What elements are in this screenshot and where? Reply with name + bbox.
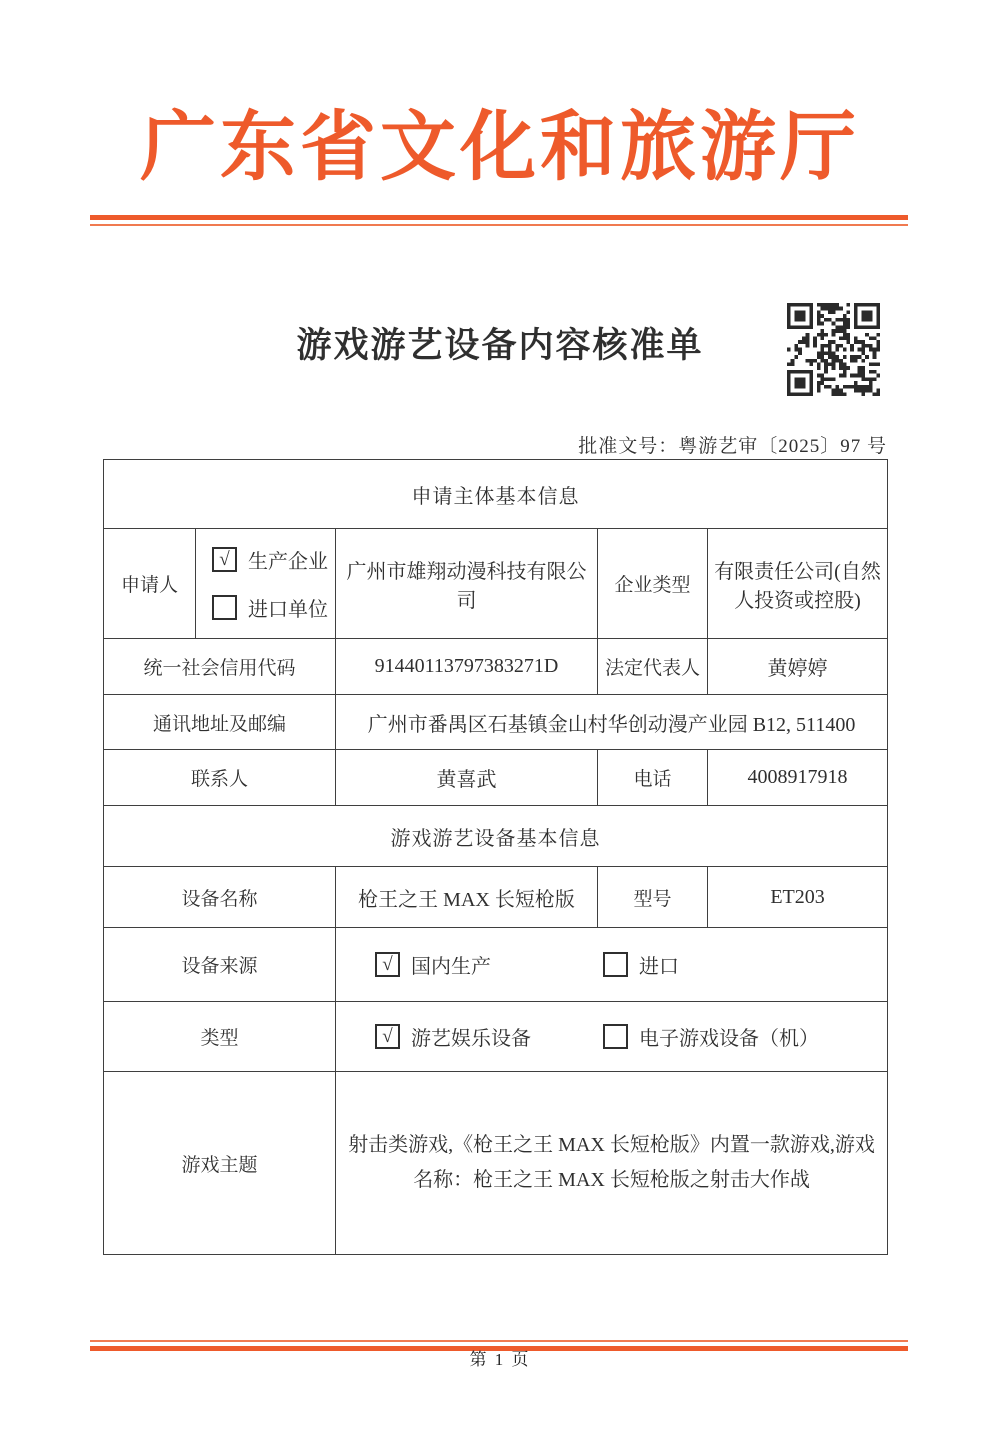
masthead-rule-thick <box>90 215 908 220</box>
applicant-name-value: 广州市雄翔动漫科技有限公司 <box>336 529 598 639</box>
document-title: 游戏游艺设备内容核准单 <box>296 326 704 365</box>
contact-value: 黄喜武 <box>336 750 598 806</box>
option-electronic-label: 电子游戏设备（机） <box>639 1028 819 1050</box>
address-value: 广州市番禺区石基镇金山村华创动漫产业园 B12, 511400 <box>336 695 888 750</box>
section-header-device: 游戏游艺设备基本信息 <box>104 806 888 867</box>
phone-label: 电话 <box>598 750 708 806</box>
checkbox-import <box>603 952 628 977</box>
footer-rule-thin <box>90 1340 908 1342</box>
table-row <box>104 1002 888 1072</box>
table-row <box>104 928 888 1002</box>
company-type-label: 企业类型 <box>598 529 708 639</box>
table-row <box>104 750 888 806</box>
legal-rep-label: 法定代表人 <box>598 639 708 695</box>
table-row <box>104 529 888 639</box>
checkbox-domestic: √ <box>375 952 400 977</box>
masthead-rule-thin <box>90 224 908 226</box>
option-domestic-label: 国内生产 <box>411 956 491 978</box>
option-domestic <box>375 950 603 979</box>
phone-value: 4008917918 <box>708 750 888 806</box>
credit-code-label: 统一社会信用代码 <box>104 639 336 695</box>
legal-rep-value: 黄婷婷 <box>708 639 888 695</box>
option-producer <box>212 545 329 574</box>
table-row <box>104 639 888 695</box>
game-theme-value: 射击类游戏,《枪王之王 MAX 长短枪版》内置一款游戏,游戏名称：枪王之王 MAX 长短枪版之射击大作战 <box>336 1072 888 1255</box>
table-row <box>104 460 888 529</box>
checkbox-electronic <box>603 1024 628 1049</box>
qr-code-icon <box>786 303 881 396</box>
option-importer <box>212 593 329 622</box>
device-name-value: 枪王之王 MAX 长短枪版 <box>336 867 598 928</box>
table-row <box>104 695 888 750</box>
table-row <box>104 867 888 928</box>
device-name-label: 设备名称 <box>104 867 336 928</box>
contact-label: 联系人 <box>104 750 336 806</box>
option-producer-label: 生产企业 <box>248 551 328 573</box>
agency-title: 广东省文化和旅游厅 <box>140 106 860 190</box>
option-import-label: 进口 <box>639 956 679 978</box>
table-row <box>104 1072 888 1255</box>
approval-form-table <box>103 459 888 1255</box>
page-number: 第 1 页 <box>469 1350 531 1369</box>
table-row <box>104 806 888 867</box>
approval-number: 批准文号：粤游艺审〔2025〕97 号 <box>578 436 887 457</box>
address-label: 通讯地址及邮编 <box>104 695 336 750</box>
model-value: ET203 <box>708 867 888 928</box>
section-header-applicant: 申请主体基本信息 <box>104 460 888 529</box>
option-import <box>603 950 679 979</box>
device-type-options <box>336 1002 888 1072</box>
device-type-label: 类型 <box>104 1002 336 1072</box>
option-electronic <box>603 1022 819 1051</box>
device-source-options <box>336 928 888 1002</box>
game-theme-label: 游戏主题 <box>104 1072 336 1255</box>
option-importer-label: 进口单位 <box>248 599 328 621</box>
option-amusement-label: 游艺娱乐设备 <box>411 1028 531 1050</box>
option-amusement <box>375 1022 603 1051</box>
credit-code-value: 91440113797383271D <box>336 639 598 695</box>
company-type-value: 有限责任公司(自然人投资或控股) <box>708 529 888 639</box>
checkbox-importer <box>212 595 237 620</box>
model-label: 型号 <box>598 867 708 928</box>
checkbox-amusement: √ <box>375 1024 400 1049</box>
checkbox-producer: √ <box>212 547 237 572</box>
applicant-label: 申请人 <box>104 529 196 639</box>
applicant-type-options <box>196 529 336 639</box>
device-source-label: 设备来源 <box>104 928 336 1002</box>
